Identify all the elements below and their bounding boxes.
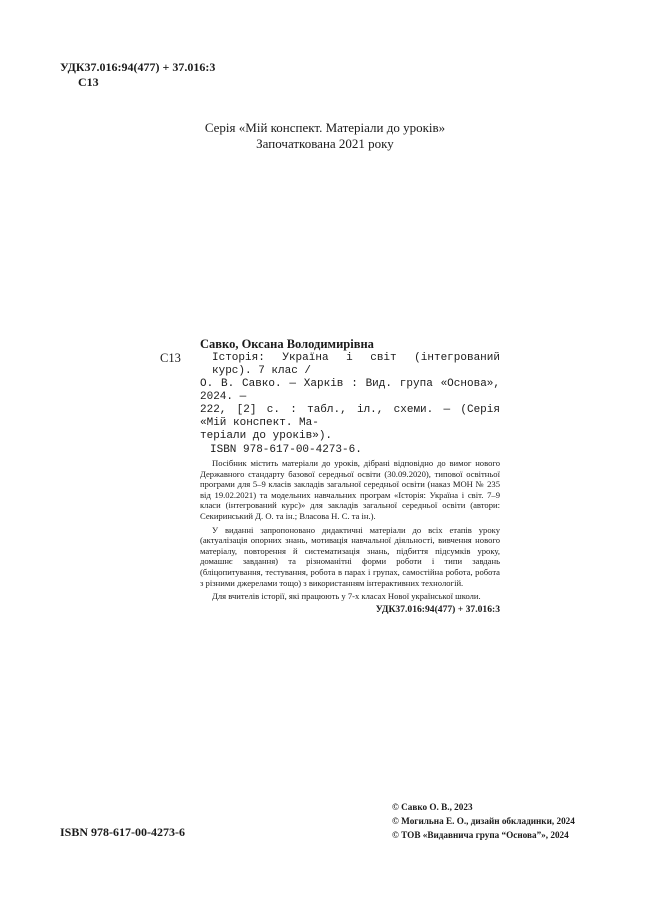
desc-line: Історія: Україна і світ (інтегрований курс). 7 клас / bbox=[212, 352, 500, 377]
series-info bbox=[0, 120, 650, 152]
catalog-record bbox=[160, 336, 500, 615]
udk-header bbox=[60, 60, 215, 90]
copyright-line: © ТОВ «Видавнича група “Основа”», 2024 bbox=[392, 830, 569, 840]
annotation-paragraph: Для вчителів історії, які працюють у 7-х класах Нової української школи. bbox=[212, 591, 481, 602]
isbn-bottom: ISBN 978-617-00-4273-6 bbox=[60, 825, 185, 839]
series-title: Серія «Мій конспект. Матеріали до уроків» bbox=[204, 120, 446, 135]
record-description bbox=[160, 352, 500, 443]
record-code: С13 bbox=[160, 351, 181, 365]
annotation bbox=[160, 458, 500, 615]
copyright-line: © Савко О. В., 2023 bbox=[392, 802, 473, 812]
record-udk: УДК37.016:94(477) + 37.016:3 bbox=[375, 603, 500, 615]
desc-line: теріали до уроків»). bbox=[200, 430, 333, 442]
copyright-block bbox=[392, 800, 575, 842]
author-mark: С13 bbox=[78, 75, 99, 89]
desc-line: 222, [2] с. : табл., іл., схеми. — (Серія «Мій конспект. Ма- bbox=[200, 404, 500, 429]
record-author: Савко, Оксана Володимирівна bbox=[200, 337, 374, 351]
copyright-line: © Могильна Е. О., дизайн обкладинки, 2024 bbox=[392, 816, 575, 826]
desc-line: О. В. Савко. — Харків : Вид. група «Основа», 2024. — bbox=[200, 378, 500, 403]
series-start-year: Започаткована 2021 року bbox=[256, 136, 394, 151]
annotation-paragraph: У виданні запропоновано дидактичні матеріали до всіх етапів уроку (актуалізація опорних знань, мотивація навчальної діяльності, вивчення нового матеріалу, повторення й систематизація знань, підбиття підсумків уроку, домашнє завдання) та різноманітні форми роботи і типи завдань (бліцопитування, тестування, робота в парах і групах, самостійна робота, робота з різними джерелами тощо) з використанням інтерактивних технологій. bbox=[200, 524, 500, 588]
record-isbn: ISBN 978-617-00-4273-6. bbox=[210, 444, 362, 456]
annotation-paragraph: Посібник містить матеріали до уроків, дібрані відповідно до вимог нового Державного стандарту базової середньої освіти (30.09.2020), типової освітньої програми для 5–9 класів закладів загальної середньої освіти (наказ МОН № 235 від 19.02.2021) та модельних навчальних програм «Історія: Україна і світ. 7–9 класи (інтегрований курс)» для закладів загальної середньої освіти (автори: Секиринський Д. О. та ін.; Власова Н. С. та ін.). bbox=[200, 458, 500, 521]
udk-code: УДК37.016:94(477) + 37.016:3 bbox=[60, 60, 216, 74]
